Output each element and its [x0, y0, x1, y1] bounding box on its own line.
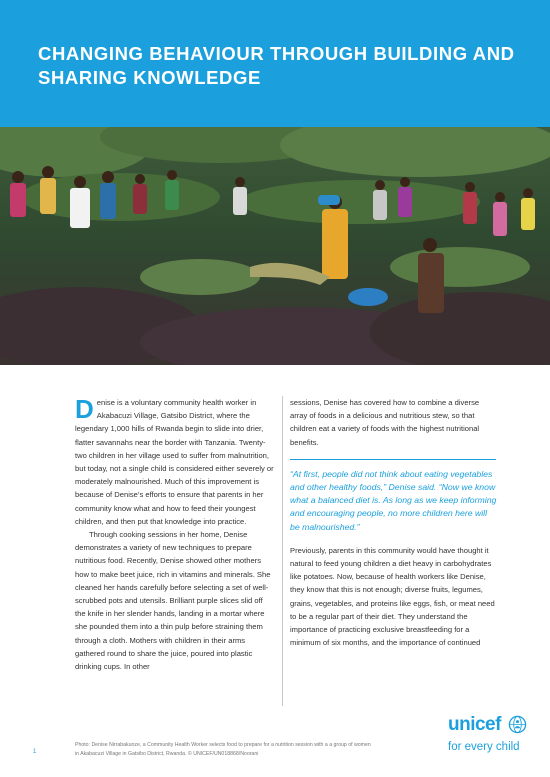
article-column-right — [290, 396, 498, 649]
header-banner — [0, 0, 550, 127]
pull-quote: “At first, people did not think about eating vegetables and other healthy foods,” Denise said. “Now we know what a balanced diet is. As long as we keep informing and encouraging people, no more children here will be malnourished.” — [290, 468, 497, 532]
logo-wordmark: unicef — [448, 714, 501, 735]
article-paragraph: sessions, Denise has covered how to combine a diverse array of foods in a delicious and nutritious stew, so that children eat a variety of foods with the highest nutritional benefits. — [290, 398, 480, 447]
column-divider — [282, 396, 283, 706]
logo-tagline: for every child — [448, 741, 520, 753]
article-paragraph: Denise is a voluntary community health worker in Akabacuzi Village, Gatsibo District, where the legendary 1,000 hills of Rwanda begin to slide into drier, flatter savannahs near the border with Tanzania. Twenty-two children in her village used to suffer from malnutrition, but today, not a single child is considered either severely or moderately malnourished. Much of this improvement is because of Denise’s efforts to ensure that parents in her community know what and how to feed their youngest children, and then put that knowledge into practice. — [75, 394, 274, 526]
article-paragraph: Previously, parents in this community would have thought it natural to feed young children a diet heavy in carbohydrates like potatoes. Now, because of health workers like Denise, they know that this is not enough; diverse fruits, legumes, grains, vegetables, and proteins like eggs, fish, or meat need to be a regular part of their diet. They understand the importance of practicing exclusive breastfeeding for a minimum of six months, and the importance of continued — [290, 545, 495, 648]
unicef-logo — [448, 714, 528, 764]
drop-cap: D — [75, 394, 94, 424]
unicef-globe-emblem-icon — [508, 715, 527, 734]
article-column-left — [75, 396, 275, 673]
article-paragraph: Through cooking sessions in her home, Denise demonstrates a variety of new techniques to prepare nutritious food. Recently, Denise showed other mothers how to make beet juice, rich in vitamins and minerals. She cleaned her hands carefully before selecting a set of well-scrubbed pots and utensils. Brilliant purple slices slid off the knife in her slender hands, landing in a mortar where she pounded them into a thin pulp before straining them through a cloth. Mothers with children in their arms gathered round to share the juice, poured into plastic drinking cups. In other — [75, 530, 271, 672]
page-title: CHANGING BEHAVIOUR THROUGH BUILDING AND SHARING KNOWLEDGE — [38, 43, 515, 88]
hero-photo — [0, 127, 550, 365]
page-number: 1 — [33, 749, 37, 755]
quote-rule — [290, 459, 496, 460]
photo-caption: Photo: Denise Nirrabakunze, a Community Health Worker selects food to prepare for a nutrition session with a a group of women in Akabacuzi Village in Gatsibo District, Rwanda. © UNICEF/UN018868/Noorani — [75, 742, 371, 757]
